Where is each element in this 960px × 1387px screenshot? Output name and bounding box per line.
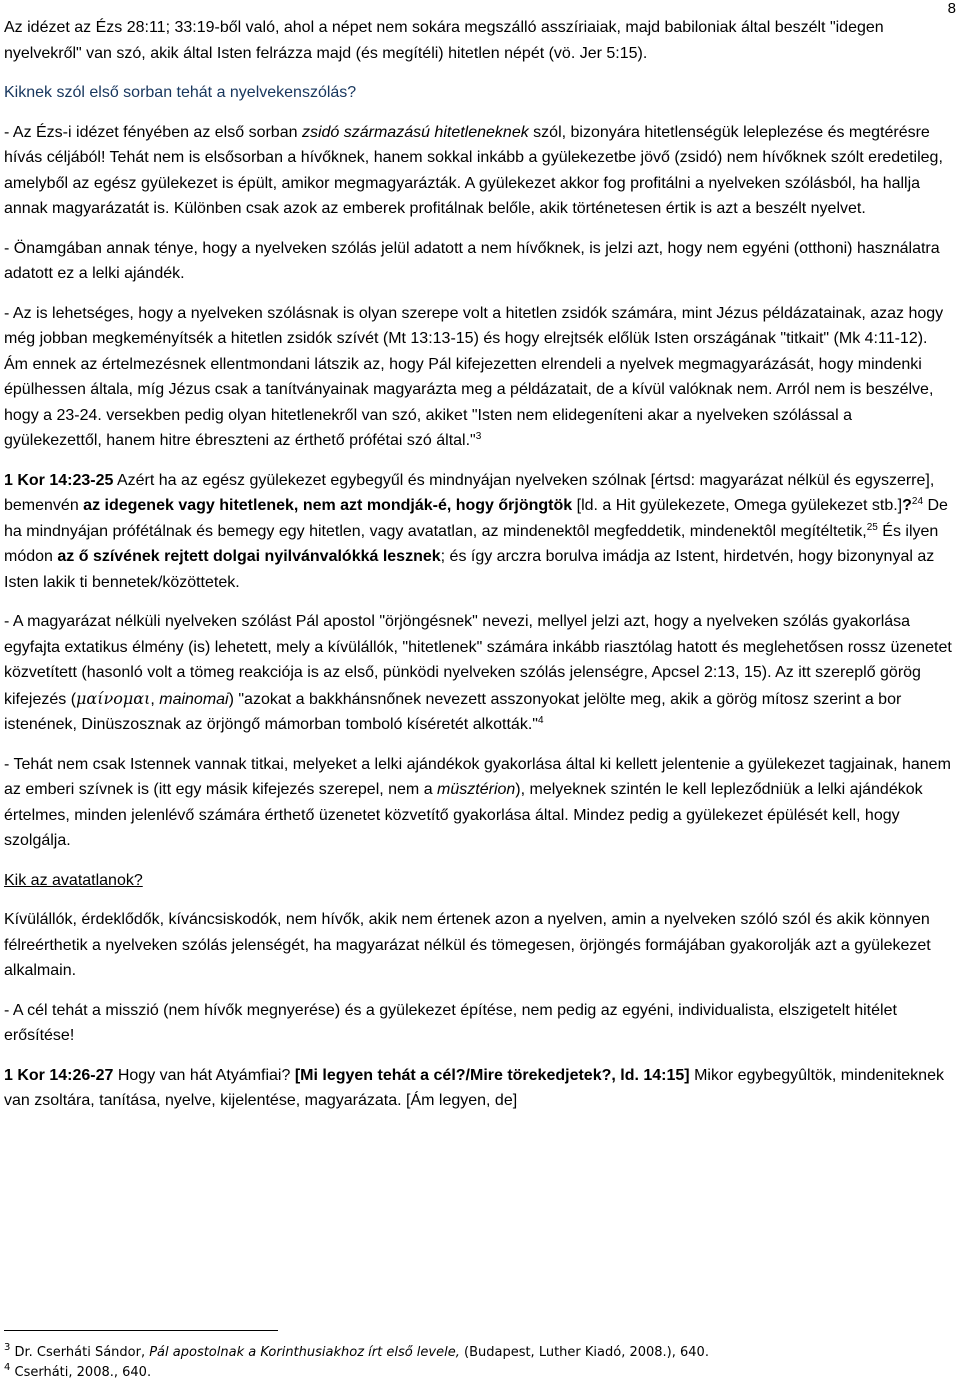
footnote-4 (4, 1363, 954, 1383)
footnote-ref-4[interactable]: 4 (537, 715, 544, 726)
document-body (4, 15, 954, 1128)
text-run: De ha mindnyájan prófétálnak és bemegy egy hitetlen, vagy avatatlan, az mindenektôl megfeddetik, mindenektôl megítéltetik, (4, 497, 948, 540)
bold-text: az ő szívének rejtett dolgai nyilvánvalókká lesznek (57, 548, 441, 565)
greek-term: μαίνομαι (76, 688, 151, 708)
text-run: szól, bizonyára hitetlenségük leleplezése és megtérésre hívás céljából! Tehát nem is elsősorban a hívőknek, hanem sokkal inkább a gyülekezetbe jövő (zsidó) nem hívőknek szólt eredetileg, amelyből az egész gyülekezet is épült, amikor megmagyarázták. A gyülekezet akkor fog profitálni a nyelveken szólásból, ha hallja annak magyarázatát is. Különben csak azok az emberek profitálnak belőle, akik történetesen értik is azt a beszélt nyelvet. (4, 123, 943, 217)
verse-number-24: 24 (911, 496, 924, 507)
text-run: (Budapest, Luther Kiadó, 2008.), 640. (459, 1345, 709, 1360)
book-title: Pál apostolnak a Korinthusiakhoz írt első levele, (149, 1345, 460, 1360)
text-run: Dr. Cserháti Sándor, (10, 1345, 150, 1360)
bold-text: [Mi legyen tehát a cél?/Mire törekedjetek?, ld. 14:15] (294, 1066, 690, 1084)
bold-text: ? (902, 497, 912, 514)
emphasis-text: müsztérion (437, 781, 516, 798)
text-run: Azért ha az egész gyülekezet egybegyűl és mindnyájan nyelveken szólnak [értsd: magyarázat nélkül és egyszerre], bemenvén (4, 471, 935, 514)
text-run: [ld. a Hit gyülekezete, Omega gyülekezet stb.] (572, 497, 903, 514)
text-run: - A magyarázat nélküli nyelveken szólást Pál apostol "örjöngésnek" nevezi, mellyel jelzi azt, hogy a nyelveken szólás gyakorlása egyfajta extatikus élmény (is) lehetett, mely a kívülállók, "hitetlenek" számára inkább riasztólag hatott és meglehetősen rossz üzenetet közvetített (hasonló volt a tömeg reakciója is az első, pünködi nyelveken szólás jelenségre, Apcsel 2:13, 15). Az itt szereplő görög kifejezés ( (4, 613, 952, 708)
text-run: És ilyen módon (4, 522, 939, 565)
paragraph-outsiders: Kívülállók, érdeklődők, kíváncsiskodók, nem hívők, akik nem értenek azon a nyelven, amin a nyelveken szóló szól és akik könnyen félreérthetik a nyelveken szólás jelenségét, ha magyarázat nélkül és tömegesen, örjöngés formájában gyakorolják azt a gyülekezet alkalmain. (4, 911, 931, 979)
bible-reference: 1 Kor 14:23-25 (4, 471, 114, 489)
text-run: Mikor egybegyûltök, mindeniteknek van zsoltára, tanítása, nyelve, kijelentése, magyarázata. [Ám legyen, de] (4, 1066, 944, 1109)
paragraph-frenzy-explanation (4, 609, 954, 738)
heading-who-are-uninitiated: Kik az avatatlanok? (4, 871, 143, 889)
paragraph-bible-quote-23-25 (4, 468, 954, 596)
footnote-number: 3 (4, 1342, 11, 1353)
heading-who-is-addressed: Kiknek szól első sorban tehát a nyelvekenszólás? (4, 84, 357, 101)
footnote-number: 4 (4, 1362, 11, 1373)
text-run: ; és így arczra borulva imádja az Istent, hirdetvén, hogy bizonynyal az Isten lakik ti bennetek/közöttetek. (4, 548, 935, 591)
bible-reference: 1 Kor 14:26-27 (4, 1066, 114, 1084)
paragraph-sign-for-unbelievers: - Önamgában annak ténye, hogy a nyelveken szólás jelül adatott a nem hívőknek, is jelzi azt, hogy nem egyéni (otthoni) használatra adatott ez a lelki ajándék. (4, 239, 940, 282)
paragraph-bible-quote-26-27 (4, 1063, 954, 1114)
paragraph-isaiah-quote: Az idézet az Ézs 28:11; 33:19-ből való, ahol a népet nem sokára megszálló asszíriaiak, majd babiloniak által beszélt "idegen nyelvekről" van szó, akik által Isten felrázza majd (és megítéli) hitetlen népét (vö. Jer 5:15). (4, 19, 884, 62)
verse-number-25: 25 (866, 521, 878, 533)
paragraph-jewish-unbelievers (4, 120, 954, 222)
bold-text: az idegenek vagy hitetlenek, nem azt mondják-é, hogy őrjöngtök (83, 497, 573, 514)
paragraph-goal-mission: - A cél tehát a misszió (nem hívők megnyerése) és a gyülekezet építése, nem pedig az egyéni, individualista, elszigetelt hitélet erősítése! (4, 1001, 897, 1044)
paragraph-secrets-of-heart (4, 752, 954, 854)
text-run: - Az Ézs-i idézet fényében az első sorban (4, 123, 302, 141)
footnotes (4, 1330, 954, 1383)
footnote-divider (4, 1330, 278, 1331)
text-run: Cserháti, 2008., 640. (10, 1365, 152, 1380)
transliteration: mainomai (159, 690, 229, 708)
emphasis-text: zsidó származású hitetleneknek (301, 123, 529, 141)
text-run: - Az is lehetséges, hogy a nyelveken szólásnak is olyan szerepe volt a hitetlen zsidók számára, mint Jézus példázatainak, azaz hogy még jobban megkeményítsék a hitetlen zsidók szívét (Mt 13:13-15) és hogy elrejtsék előlük Isten országának "titkait" (Mk 4:11-12). Ám ennek az értelmezésnek ellentmondani látszik az, hogy Pál kifejezetten elrendeli a nyelvek megmagyarázását, hogy mindenki épülhessen általa, míg Jézus csak a tanítványainak magyarázta meg a példázatait, de a kívül valóknak nem. Arról nem is beszélve, hogy a 23-24. versekben pedig olyan hitetlenekről van szó, akiket "Isten nem elidegeníteni akar a nyelveken szólással a gyülekezettől, hanem hitre ébreszteni az érthető prófétai szó által." (4, 304, 944, 449)
paragraph-parables-comparison (4, 301, 954, 454)
page-number: 8 (947, 0, 956, 17)
text-run: ) "azokat a bakkhánsnőnek nevezett asszonyokat jelölte meg, akik a görög mítosz szerint a bor istenének, Dinüszosznak az örjöngő mámorban tomboló kíséretét alkották." (4, 690, 902, 733)
text-run: , (150, 690, 160, 708)
text-run: ), melyeknek szintén le kell lepleződniük a lelki ajándékok értelmes, minden jelenlévő számára érthető üzenetet közvetítő gyakorlása által. Mindez pedig a gyülekezet épülését kell, hogy szolgálja. (4, 781, 923, 849)
text-run: Hogy van hát Atyámfiai? (113, 1066, 295, 1084)
footnote-3 (4, 1343, 954, 1363)
footnote-ref-3[interactable]: 3 (475, 431, 482, 442)
text-run: - Tehát nem csak Istennek vannak titkai, melyeket a lelki ajándékok gyakorlása által ki kellett jelentenie a gyülekezet tagjainak, hanem az emberi szívnek is (itt egy másik kifejezés szerepel, nem a (4, 755, 951, 798)
